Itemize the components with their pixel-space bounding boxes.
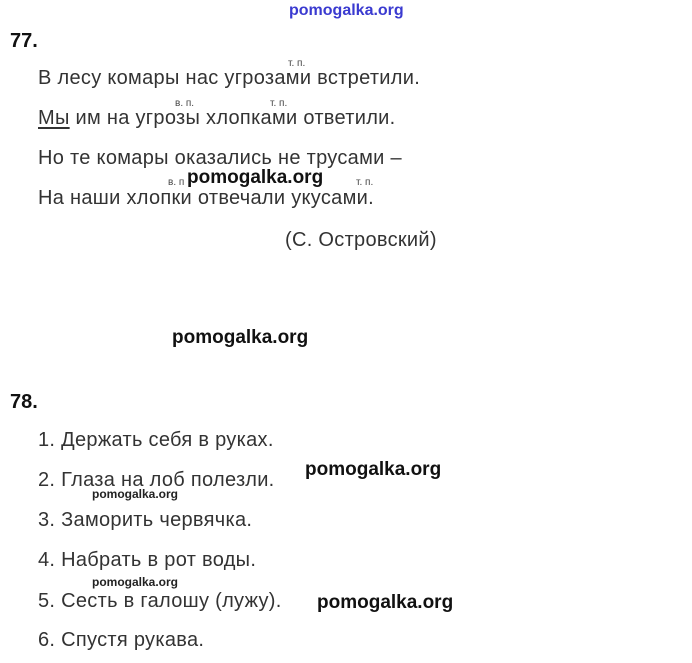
watermark-list-2: pomogalka.org	[317, 592, 454, 613]
watermark-list-1: pomogalka.org	[305, 459, 442, 480]
idiom-item: 4. Набрать в рот воды.	[38, 549, 257, 571]
poem-line-2	[38, 107, 396, 130]
case-mark-vp-2: в. п	[168, 177, 185, 188]
exercise-78-number: 78.	[10, 391, 38, 413]
exercise-77-number: 77.	[10, 30, 38, 52]
poem-line-1: В лесу комары нас угрозами встретили.	[38, 67, 421, 89]
watermark-mid-1: pomogalka.org	[187, 167, 324, 188]
case-mark-tp-1: т. п.	[288, 58, 306, 69]
idiom-item: 2. Глаза на лоб полезли.	[38, 469, 275, 491]
watermark-mid-2: pomogalka.org	[172, 327, 309, 348]
watermark-list-small-2: pomogalka.org	[92, 575, 179, 589]
watermark-top: pomogalka.org	[289, 2, 404, 19]
idiom-item: 1. Держать себя в руках.	[38, 429, 274, 451]
case-mark-tp-2: т. п.	[270, 98, 288, 109]
poem-line-4: На наши хлопки отвечали укусами.	[38, 187, 374, 209]
case-mark-vp-1: в. п.	[175, 98, 195, 109]
idiom-item: 6. Спустя рукава.	[38, 629, 205, 651]
idiom-item: 3. Заморить червячка.	[38, 509, 253, 531]
poem-line-2-rest: им на угрозы хлопками ответили.	[69, 107, 396, 129]
poem-author: (С. Островский)	[285, 229, 437, 251]
watermark-list-small-1: pomogalka.org	[92, 487, 179, 501]
subject-word: Мы	[38, 107, 70, 129]
case-mark-tp-3: т. п.	[356, 177, 374, 188]
idiom-item: 5. Сесть в галошу (лужу).	[38, 590, 282, 612]
poem-line-3: Но те комары оказались не трусами –	[38, 147, 402, 169]
